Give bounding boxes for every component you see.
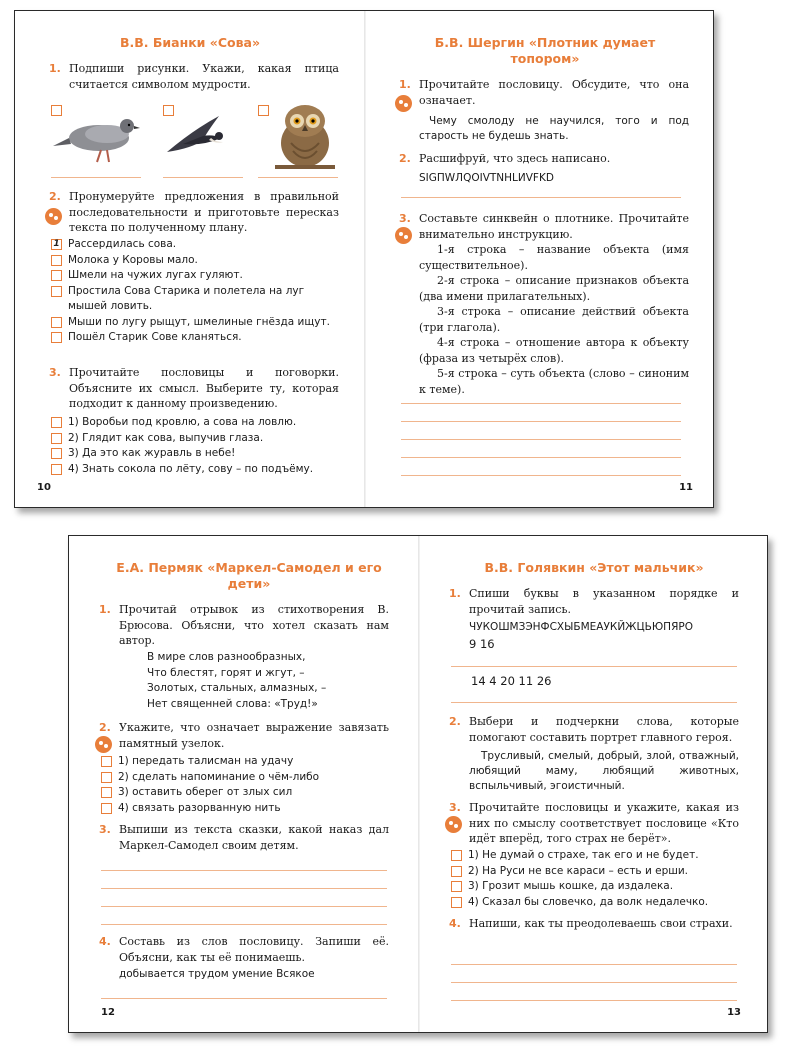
page-number: 10 xyxy=(37,482,51,493)
list-item xyxy=(51,330,341,346)
task-3 xyxy=(99,822,389,853)
letter-sequence: ЧУКОШМЗЭНФСХЫБМЕАУКЙЖЦЬЮПЯРО xyxy=(469,621,693,633)
code-numbers: 9 16 xyxy=(469,637,495,651)
checkbox[interactable] xyxy=(101,756,112,767)
list-item xyxy=(51,315,341,331)
item-text: 2) Глядит как сова, выпучив глаза. xyxy=(68,431,264,444)
task-text: Расшифруй, что здесь написано. xyxy=(419,152,611,165)
write-line[interactable] xyxy=(101,998,387,999)
task-number: 4. xyxy=(449,917,461,930)
write-line[interactable] xyxy=(401,475,681,476)
page-title: Б.В. Шергин «Плотник думает топором» xyxy=(434,35,656,66)
task-number: 3. xyxy=(49,366,61,379)
task-2 xyxy=(49,189,339,236)
task-text: Прочитайте пословицу. Обсудите, что она означает. xyxy=(419,78,689,107)
number-box[interactable] xyxy=(51,270,62,281)
number-box[interactable] xyxy=(51,286,62,297)
item-text: 3) Грозит мышь кошке, да издалека. xyxy=(468,880,674,892)
task-text: Выпиши из текста сказки, какой наказ дал Маркел-Самодел своим детям. xyxy=(119,823,389,852)
write-line[interactable] xyxy=(101,888,387,889)
list-item xyxy=(51,446,341,462)
swallow-image xyxy=(163,106,233,158)
item-text: 1) Не думай о страхе, так его и не будет. xyxy=(468,849,699,861)
poem-line: Золотых, стальных, алмазных, – xyxy=(147,682,327,694)
checkbox[interactable] xyxy=(451,897,462,908)
task-3 xyxy=(449,800,739,847)
list-item xyxy=(101,754,391,770)
task-text: Составьте синквейн о плотнике. Прочитайте внимательно инструкцию. xyxy=(419,212,689,241)
cipher-code: SIGПWЛQOIVTNHLИVFKD xyxy=(419,171,554,184)
write-line[interactable] xyxy=(101,906,387,907)
task-number: 2. xyxy=(99,721,111,734)
checkbox[interactable] xyxy=(451,866,462,877)
task-text: Прочитайте пословицы и укажите, какая из них по смыслу соответствует пословице «Кто идёт вперёд, того страх не берёт». xyxy=(469,801,739,845)
task-3 xyxy=(49,365,339,412)
task-2 xyxy=(449,714,739,794)
spread-pages-12-13 xyxy=(68,535,768,1033)
task-1 xyxy=(99,602,389,649)
list-item xyxy=(451,864,741,880)
list-item xyxy=(51,268,341,284)
page-number: 13 xyxy=(727,1007,741,1018)
write-line[interactable] xyxy=(401,403,681,404)
checkbox[interactable] xyxy=(451,850,462,861)
task-text: Выбери и подчеркни слова, которые помогают составить портрет главного героя. xyxy=(469,715,739,744)
task-number: 1. xyxy=(449,587,461,600)
item-text: Молока у Коровы мало. xyxy=(68,253,198,266)
page-title: Е.А. Пермяк «Маркел-Самодел и его дети» xyxy=(116,560,382,591)
task-2 xyxy=(99,720,389,751)
item-text: Рассердилась сова. xyxy=(68,238,177,250)
pair-work-icon xyxy=(95,736,112,753)
list-item xyxy=(51,462,341,478)
checkbox[interactable] xyxy=(51,448,62,459)
write-line[interactable] xyxy=(258,177,338,178)
pair-work-icon xyxy=(395,95,412,112)
write-line[interactable] xyxy=(451,982,737,983)
list-item xyxy=(51,431,341,447)
pair-work-icon xyxy=(45,208,62,225)
code-numbers: 14 4 20 11 26 xyxy=(471,674,552,688)
write-line[interactable] xyxy=(163,177,243,178)
list-item xyxy=(451,848,741,864)
checkbox[interactable] xyxy=(101,803,112,814)
write-line[interactable] xyxy=(401,439,681,440)
item-text: Пошёл Старик Сове кланяться. xyxy=(68,331,242,343)
number-box[interactable] xyxy=(51,255,62,266)
page-12 xyxy=(69,536,419,1032)
task-number: 4. xyxy=(99,935,111,948)
list-item xyxy=(451,879,741,895)
pair-work-icon xyxy=(445,816,462,833)
write-line[interactable] xyxy=(451,666,737,667)
page-number: 12 xyxy=(101,1007,115,1018)
task-text: Прочитайте пословицы и поговорки. Объясните их смысл. Выберите ту, которая подходит к данному произведению. xyxy=(69,366,339,410)
task-text: Составь из слов пословицу. Запиши её. Объясни, как ты её понимаешь. xyxy=(119,935,389,964)
proverb-quote: Чему смолоду не научился, того и под старость не будешь знать. xyxy=(419,115,689,142)
task-number: 2. xyxy=(449,715,461,728)
list-item xyxy=(451,895,741,911)
item-text: 4) Знать сокола по лёту, сову – по подъёму. xyxy=(68,462,314,475)
page-title: В.В. Голявкин «Этот мальчик» xyxy=(484,560,704,575)
write-line[interactable] xyxy=(451,964,737,965)
page-11 xyxy=(365,11,715,507)
checkbox[interactable] xyxy=(51,417,62,428)
task-number: 1. xyxy=(49,62,61,75)
task-number: 3. xyxy=(399,212,411,225)
item-text: 4) связать разорванную нить xyxy=(118,801,281,814)
item-text: 3) оставить оберег от злых сил xyxy=(118,786,293,798)
word-list: Трусливый, смелый, добрый, злой, отважный, любящий маму, любящий животных, вспыльчивый, эгоистичный. xyxy=(469,750,739,792)
poem xyxy=(147,650,326,712)
instruction-line: 4-я строка – отношение автора к объекту (фраза из четырёх слов). xyxy=(419,336,689,365)
item-text: 2) На Руси не все караси – есть и ерши. xyxy=(468,864,689,877)
task-1 xyxy=(449,586,739,652)
instruction-line: 5-я строка – суть объекта (слово – синоним к теме). xyxy=(419,367,689,396)
task-number: 1. xyxy=(399,78,411,91)
number-box[interactable]: 1 xyxy=(51,239,62,250)
list-item xyxy=(51,237,341,253)
checkbox[interactable] xyxy=(101,787,112,798)
poem-line: Что блестят, горят и жгут, – xyxy=(147,666,305,679)
number-box[interactable] xyxy=(51,317,62,328)
item-text: Шмели на чужих лугах гуляют. xyxy=(68,269,243,281)
task-text: Пронумеруйте предложения в правильной последовательности и приготовьте пересказ текста по полученному плану. xyxy=(69,190,339,234)
task-3 xyxy=(399,211,689,397)
task-number: 3. xyxy=(99,823,111,836)
item-text: 2) сделать напоминание о чём-либо xyxy=(118,770,320,783)
task-1 xyxy=(49,61,339,92)
proverb-list xyxy=(51,415,341,477)
proverb-options xyxy=(451,848,741,910)
task-2 xyxy=(399,151,689,186)
item-text: 1) Воробьи под кровлю, а сова на ловлю. xyxy=(68,416,297,428)
poem-line: В мире слов разнообразных, xyxy=(147,651,306,663)
write-line[interactable] xyxy=(451,702,737,703)
item-text: Мыши по лугу рыщут, шмелиные гнёзда ищут. xyxy=(68,315,330,328)
task-text: Спиши буквы в указанном порядке и прочитай запись. xyxy=(469,587,739,616)
checkbox[interactable] xyxy=(451,881,462,892)
instruction-line: 2-я строка – описание признаков объекта (два имени прилагательных). xyxy=(419,274,689,303)
page-title: В.В. Бианки «Сова» xyxy=(119,35,261,50)
pigeon-image xyxy=(51,106,141,164)
task-number: 2. xyxy=(399,152,411,165)
item-text: 1) передать талисман на удачу xyxy=(118,755,294,767)
checkbox-owl[interactable] xyxy=(258,105,269,116)
item-text: Простила Сова Старика и полетела на луг мышей ловить. xyxy=(68,284,305,312)
list-item xyxy=(51,415,341,431)
write-line[interactable] xyxy=(101,924,387,925)
task-number: 3. xyxy=(449,801,461,814)
write-line[interactable] xyxy=(451,1000,737,1001)
owl-image xyxy=(269,99,339,171)
poem-line: Нет священней слова: «Труд!» xyxy=(147,697,318,710)
meaning-options xyxy=(101,754,391,816)
page-10 xyxy=(15,11,365,507)
write-line[interactable] xyxy=(101,870,387,871)
checkbox[interactable] xyxy=(51,464,62,475)
number-box[interactable] xyxy=(51,332,62,343)
list-item xyxy=(51,253,341,269)
task-number: 1. xyxy=(99,603,111,616)
write-line[interactable] xyxy=(401,457,681,458)
instruction-line: 1-я строка – название объекта (имя существительное). xyxy=(419,243,689,272)
task-number: 2. xyxy=(49,190,61,203)
write-line[interactable] xyxy=(401,421,681,422)
list-item xyxy=(101,770,391,786)
item-text: 4) Сказал бы словечко, да волк недалечко. xyxy=(468,895,709,908)
word-set: добывается трудом умение Всякое xyxy=(119,968,315,980)
task-text: Укажите, что означает выражение завязать памятный узелок. xyxy=(119,721,389,750)
item-text: 3) Да это как журавль в небе! xyxy=(68,447,236,459)
task-text: Прочитай отрывок из стихотворения В. Брюсова. Объясни, что хотел сказать нам автор. xyxy=(119,603,389,647)
instruction-line: 3-я строка – описание действий объекта (три глагола). xyxy=(419,305,689,334)
task-text: Напиши, как ты преодолеваешь свои страхи. xyxy=(469,917,733,930)
task-text: Подпиши рисунки. Укажи, какая птица считается символом мудрости. xyxy=(69,62,339,91)
list-item xyxy=(101,801,391,817)
write-line[interactable] xyxy=(401,197,681,198)
checkbox[interactable] xyxy=(51,433,62,444)
task-4 xyxy=(99,934,389,982)
sentence-list xyxy=(51,237,341,346)
page-number: 11 xyxy=(679,482,693,493)
task-1 xyxy=(399,77,689,144)
spread-pages-10-11 xyxy=(14,10,714,508)
write-line[interactable] xyxy=(51,177,141,178)
list-item xyxy=(101,785,391,801)
page-13 xyxy=(419,536,769,1032)
pair-work-icon xyxy=(395,227,412,244)
task-4 xyxy=(449,916,739,932)
list-item xyxy=(51,284,341,315)
checkbox[interactable] xyxy=(101,772,112,783)
